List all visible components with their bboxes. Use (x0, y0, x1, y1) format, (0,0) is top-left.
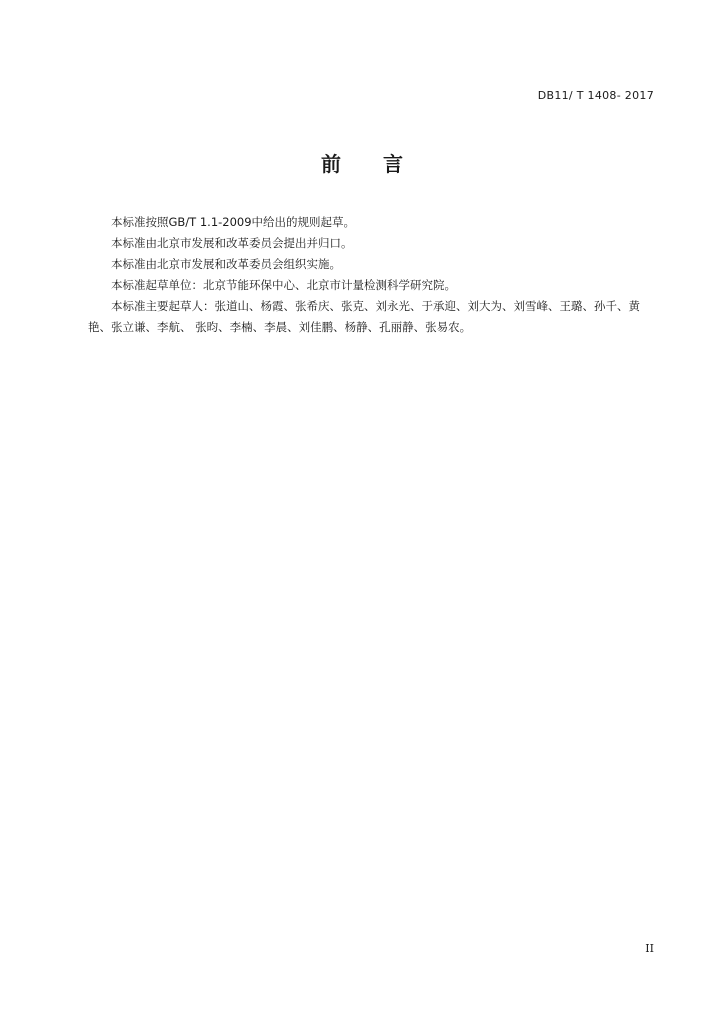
paragraph-drafting-units: 本标准起草单位：北京节能环保中心、北京市计量检测科学研究院。 (111, 278, 456, 292)
paragraph-drafters: 本标准主要起草人：张道山、杨霞、张希庆、张克、刘永光、于承迎、刘大为、刘雪峰、王璐、孙千、黄艳、张立谦、李航、 张昀、李楠、李晨、刘佳鹏、杨静、孔丽静、张易农。 (88, 299, 640, 334)
standard-code: DB11/ T 1408- 2017 (537, 89, 654, 102)
foreword-body (88, 212, 656, 338)
paragraph-proposer: 本标准由北京市发展和改革委员会提出并归口。 (111, 236, 353, 250)
paragraph-drafting-rules: 本标准按照GB/T 1.1-2009中给出的规则起草。 (111, 215, 356, 229)
page-number: II (645, 942, 654, 955)
page-title: 前言 (321, 152, 445, 176)
paragraph-implementer: 本标准由北京市发展和改革委员会组织实施。 (111, 257, 341, 271)
